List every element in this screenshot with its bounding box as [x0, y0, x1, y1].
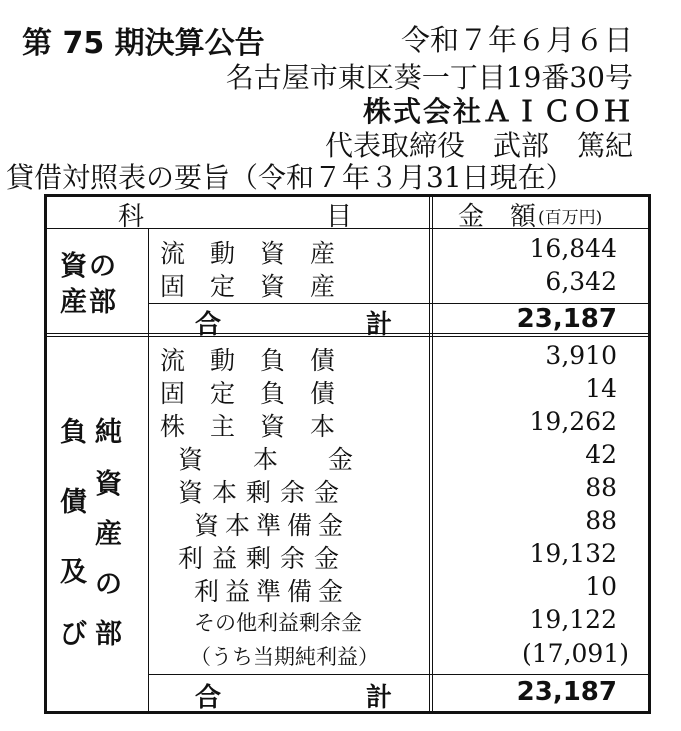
assets-total-value: 23,187: [516, 304, 617, 334]
notice-date: 令和７年６月６日: [400, 23, 633, 57]
liabilities-total-label-right: 計: [366, 683, 393, 713]
liabilities-row-label: 利益剰余金: [178, 544, 349, 573]
assets-row-label: 流 動 資 産: [160, 239, 336, 268]
liabilities-row-value: 14: [585, 374, 617, 403]
liabilities-row-label: （うち当期純利益）: [190, 645, 379, 669]
amount-divider-right: [432, 194, 433, 714]
liabilities-row-value: 10: [585, 572, 617, 601]
liabilities-total-line: [148, 674, 648, 675]
table-border-left: [44, 194, 47, 714]
company-address: 名古屋市東区葵一丁目19番30号: [225, 61, 633, 94]
liabilities-total-value: 23,187: [516, 677, 617, 707]
section-divider-2: [44, 336, 651, 337]
net-assets-label-char: 純: [95, 417, 122, 448]
section-label-divider: [148, 229, 149, 711]
liabilities-row-label: 資 本 金: [178, 445, 354, 474]
liabilities-row-label: 資本剰余金: [178, 478, 349, 507]
amount-divider-left: [429, 194, 430, 714]
liabilities-row-label: 資本準備金: [194, 511, 350, 540]
liabilities-row-value: 88: [585, 473, 617, 502]
summary-title: 貸借対照表の要旨（令和７年３月31日現在）: [6, 161, 574, 194]
liabilities-label-char: 債: [60, 487, 87, 518]
table-border-right: [648, 194, 651, 714]
liabilities-row-value: 19,132: [529, 539, 617, 568]
representative: 代表取締役 武部 篤紀: [324, 129, 633, 162]
liabilities-row-value: 19,262: [529, 407, 617, 436]
liabilities-row-label: 利益準備金: [194, 577, 350, 606]
liabilities-row-label: 流 動 負 債: [160, 346, 336, 375]
liabilities-row-label: 固 定 負 債: [160, 379, 336, 408]
liabilities-label-char: 負: [60, 417, 87, 448]
assets-section-label-2: 産部: [60, 287, 118, 318]
net-assets-label-char: 産: [95, 519, 122, 550]
assets-row-value: 6,342: [545, 267, 617, 296]
liabilities-row-value: 3,910: [545, 341, 617, 370]
net-assets-label-char: 資: [95, 469, 122, 500]
liabilities-row-value: 88: [585, 506, 617, 535]
net-assets-label-char: の: [95, 569, 122, 600]
assets-row-label: 固 定 資 産: [160, 272, 336, 301]
unit-label: (百万円): [538, 208, 603, 228]
column-header-item: 科 目: [118, 202, 353, 232]
notice-title: 第 75 期決算公告: [22, 26, 265, 61]
assets-total-label-right: 計: [366, 310, 393, 340]
liabilities-row-label: その他利益剰余金: [194, 611, 362, 635]
liabilities-label-char: 及: [60, 557, 87, 588]
column-header-amount: 金 額: [458, 202, 537, 232]
company-name: 株式会社ＡＩＣＯＨ: [362, 95, 633, 128]
assets-section-label-1: 資の: [60, 251, 118, 282]
liabilities-row-value: (17,091): [522, 639, 629, 668]
assets-total-label-left: 合: [195, 310, 222, 340]
liabilities-row-value: 19,122: [529, 605, 617, 634]
liabilities-label-char: び: [60, 619, 87, 650]
liabilities-row-value: 42: [585, 440, 617, 469]
assets-row-value: 16,844: [529, 234, 617, 263]
net-assets-label-char: 部: [95, 619, 122, 650]
liabilities-row-label: 株 主 資 本: [160, 412, 336, 441]
table-border-bottom: [44, 711, 651, 714]
liabilities-total-label-left: 合: [195, 683, 222, 713]
